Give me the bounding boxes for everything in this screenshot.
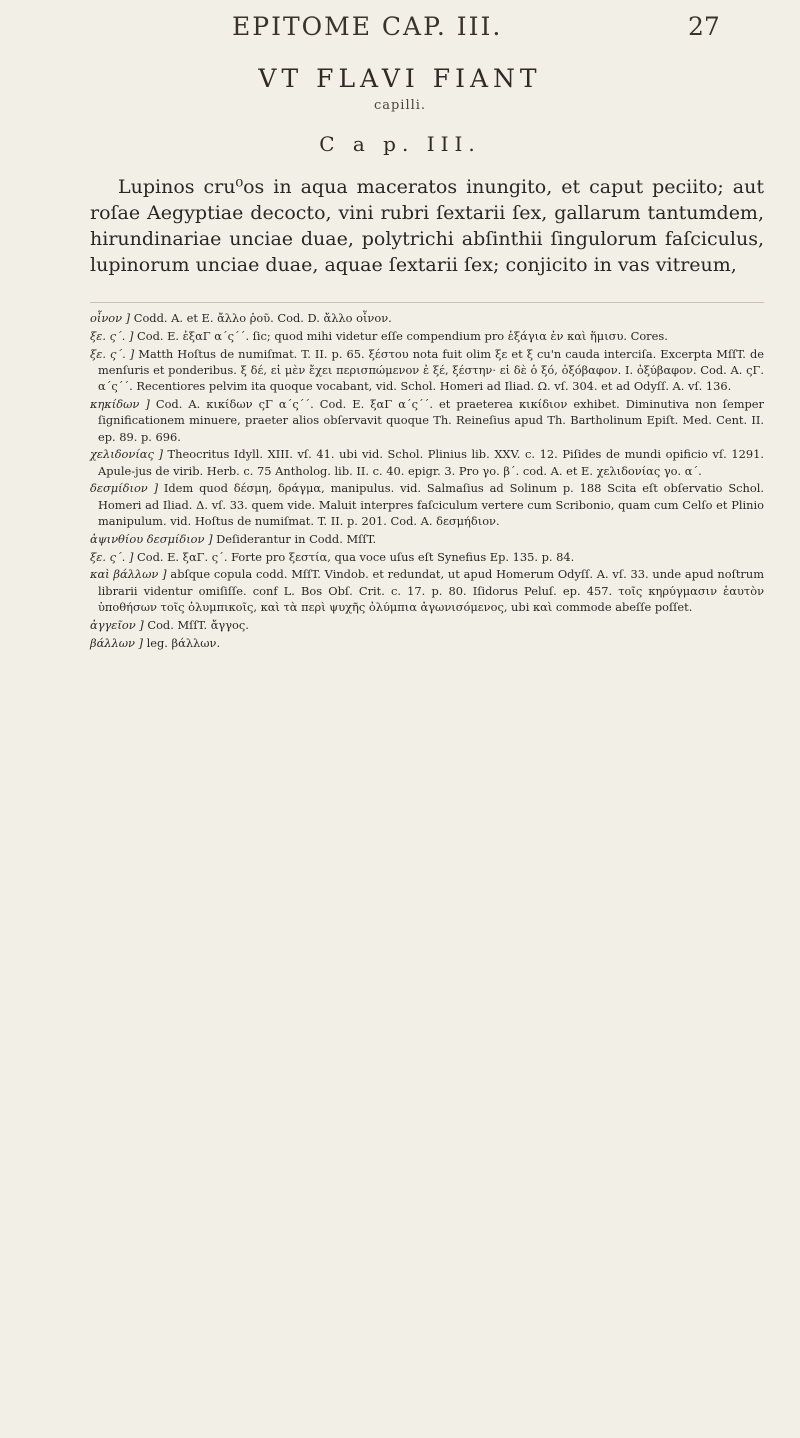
footnote xyxy=(90,635,764,651)
footnote-lemma: οἶνον ] xyxy=(90,311,131,325)
footnote xyxy=(90,549,764,565)
footnote-lemma: ἀγγεῖον ] xyxy=(90,617,144,632)
footnote-lemma: καὶ βάλλων ] xyxy=(90,567,167,582)
footnote xyxy=(90,446,764,479)
footnote-body: Theocritus Idyll. XIII. vſ. 41. ubi vid. Schol. Plinius lib. XXV. c. 12. Piſides de mundi opificio vſ. 1291. Apule-jus de virib. Herb. c. 75 Antholog. lib. II. c. 40. epigr. 3. Pro γο. β΄. cod. A. et E. χελιδονίας γο. α΄. xyxy=(98,447,764,478)
footnote xyxy=(90,566,764,615)
running-head xyxy=(0,8,800,48)
footnote-body: Deſiderantur in Codd. MſſT. xyxy=(216,531,377,546)
footnote xyxy=(90,531,764,547)
footnote xyxy=(90,346,764,395)
footnote-body: Cod. E. ἐξαΓ α΄ς΄΄. ſic; quod mihi videtur eſſe compendium pro ἑξάγια ἐν καὶ ἥμισυ. Cores. xyxy=(137,328,668,343)
footnote-lemma: ξε. ς΄. ] xyxy=(90,346,135,361)
footnote-lemma: ξε. ς΄. ] xyxy=(90,549,134,564)
footnote-body: Matth Hoſtus de numiſmat. T. II. p. 65. ξέστου nota fuit olim ξε et ξ cu'n cauda interciſa. Excerpta MſſT. de menſuris et ponderibus. ξ δέ, εἰ μὲν ἔχει περισπώμενον ἐ ξέ, ξέστην· εἰ δὲ ὁ ξό, ὀξόβαφον. I. ὀξύβαφον. Cod. A. ςΓ. α΄ς΄΄. Recentiores pelvim ita quoque vocabant, vid. Schol. Homeri ad Iliad. Ω. vſ. 304. et ad Odyſſ. A. vſ. 136. xyxy=(98,346,765,394)
footnote-body: Cod. MſſT. ἄγγος. xyxy=(147,617,249,632)
footnote-body: abſque copula codd. MſſT. Vindob. et redundat, ut apud Homerum Odyſſ. A. vſ. 33. unde apud noſtrum librarii videntur omiſiſſe. conf L. Bos Obſ. Crit. c. 17. p. 80. Iſidorus Peluſ. ep. 457. τοῖς κηρύγμασιν ἑαυτὸν ὑποθήσων τοῖς ὀλυμπικοῖς, καὶ τὰ περὶ ψυχῆς ὀλύμπια ἀγωνισόμενος, ubi καὶ commode abeſſe poſſet. xyxy=(98,567,764,615)
footnote-body: leg. βάλλων. xyxy=(146,635,221,650)
footnote-lemma: χελιδονίας ] xyxy=(90,447,163,462)
footnote-body: Codd. A. et E. ἄλλο ῥοῦ. Cod. D. ἄλλο οἶνον. xyxy=(133,311,392,325)
footnote-body: Cod. A. κικίδων ςΓ α΄ς΄΄. Cod. E. ξαΓ α΄ς΄΄. et praeterea κικίδιον exhibet. Diminutiva non ſemper ſignificationem minuere, praeter alios obſervavit quoque Th. Reineſius apud Th. Bartholinum Epiſt. Med. Cent. II. ep. 89. p. 696. xyxy=(98,396,764,444)
footnote-body: Cod. E. ξαΓ. ς΄. Forte pro ξεστία, qua voce uſus eſt Synefius Ep. 135. p. 84. xyxy=(137,549,575,564)
footnote-lemma: βάλλων ] xyxy=(90,635,143,650)
footnote-lemma: κηκίδων ] xyxy=(90,396,150,411)
chapter-subtitle: capilli. xyxy=(373,98,427,113)
footnote xyxy=(90,480,764,529)
footnote-lemma: ἀψινθίου δεσμίδιον ] xyxy=(90,531,213,546)
footnote-lemma: ξε. ς΄. ] xyxy=(90,328,134,343)
main-text: Lupinos cru⁰os in aqua maceratos inungito, et caput peciito; aut roſae Aegyptiae decocto, vini rubri ſextarii ſex, gallarum tantumdem, hirundinariae unciae duae, polytrichi abſinthii ſingulorum faſciculus, lupinorum unciae duae, aquae ſextarii ſex; conjicito in vas vitreum, xyxy=(90,176,764,276)
footnotes xyxy=(90,310,764,652)
separator-rule xyxy=(90,302,764,303)
footnote xyxy=(90,617,764,633)
footnote xyxy=(90,396,764,445)
page-number: 27 xyxy=(688,12,720,41)
chapter-title: VT FLAVI FIANT xyxy=(258,64,542,93)
running-title: EPITOME CAP. III. xyxy=(232,12,503,41)
footnote-lemma: δεσμίδιον ] xyxy=(90,481,159,496)
footnote xyxy=(90,310,764,326)
chapter-heading: C a p. III. xyxy=(319,132,481,156)
footnote-body: Idem quod δέσμη, δράγμα, manipulus. vid. Salmaſius ad Solinum p. 188 Scita eſt obſervatio Schol. Homeri ad Iliad. Δ. vſ. 33. quem vide. Maluit interpres faſciculum vertere cum Scribonio, quam cum Celſo et Plinio manipulum. vid. Hoſtus de numiſmat. T. II. p. 201. Cod. A. δεσμήδιον. xyxy=(98,481,764,529)
footnote xyxy=(90,328,764,344)
